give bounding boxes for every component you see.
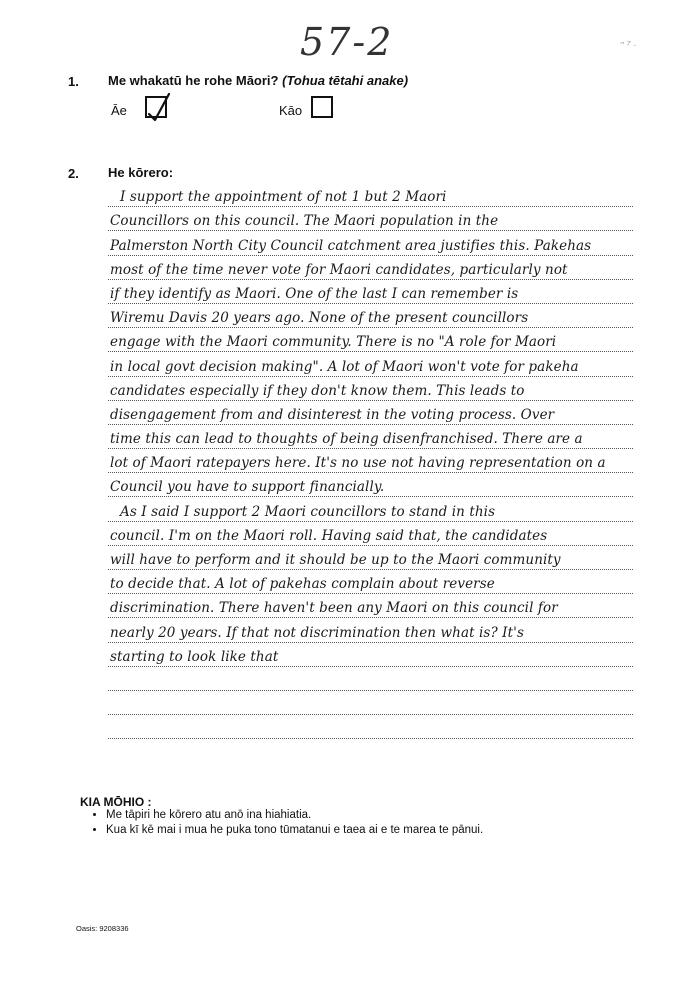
corner-mark: ᵔ ⁷ · bbox=[620, 40, 637, 51]
handwritten-text: As I said I support 2 Maori councillors to stand in this bbox=[120, 503, 496, 520]
response-line bbox=[108, 401, 633, 425]
response-line bbox=[108, 497, 633, 521]
response-line bbox=[108, 473, 633, 497]
response-line bbox=[108, 304, 633, 328]
question-2-label: He kōrero: bbox=[108, 165, 174, 180]
question-1-prompt: Me whakatū he rohe Māori? bbox=[108, 73, 279, 88]
response-line bbox=[108, 328, 633, 352]
option-ae-checkbox[interactable] bbox=[145, 96, 167, 118]
response-line bbox=[108, 667, 633, 691]
response-line bbox=[108, 449, 633, 473]
handwritten-text: candidates especially if they don't know them. This leads to bbox=[110, 382, 525, 399]
handwritten-text: starting to look like that bbox=[110, 648, 279, 665]
response-lines bbox=[108, 183, 633, 739]
option-kao-label: Kāo bbox=[279, 103, 303, 118]
response-line bbox=[108, 425, 633, 449]
note-item: • Me tāpiri he kōrero atu anō ina hiahiatia. bbox=[106, 808, 483, 823]
handwritten-text: council. I'm on the Maori roll. Having said that, the candidates bbox=[110, 527, 548, 544]
handwritten-text: Wiremu Davis 20 years ago. None of the present councillors bbox=[110, 310, 529, 327]
response-line bbox=[108, 594, 633, 618]
handwritten-text: lot of Maori ratepayers here. It's no use not having representation on a bbox=[110, 455, 606, 472]
response-line bbox=[108, 643, 633, 667]
handwritten-text: nearly 20 years. If that not discrimination then what is? It's bbox=[110, 624, 524, 641]
response-line bbox=[108, 691, 633, 715]
handwritten-text: I support the appointment of not 1 but 2 Maori bbox=[120, 189, 447, 206]
handwritten-text: discrimination. There haven't been any Maori on this council for bbox=[110, 600, 558, 617]
handwritten-text: disengagement from and disinterest in the voting process. Over bbox=[110, 406, 555, 423]
handwritten-text: time this can lead to thoughts of being disenfranchised. There are a bbox=[110, 431, 583, 448]
notes-title: KIA MŌHIO : bbox=[80, 795, 152, 809]
note-item: • Kua kī kē mai i mua he puka tono tūmatanui e taea ai e te marea te pānui. bbox=[106, 823, 483, 838]
response-line bbox=[108, 546, 633, 570]
notes-list bbox=[76, 808, 483, 838]
check-mark-icon bbox=[145, 92, 171, 122]
response-line bbox=[108, 570, 633, 594]
handwritten-text: Council you have to support financially. bbox=[110, 479, 385, 496]
handwritten-text: Palmerston North City Council catchment area justifies this. Pakehas bbox=[110, 237, 592, 254]
handwritten-text: engage with the Maori community. There is no "A role for Maori bbox=[110, 334, 557, 351]
page-number: 57-2 bbox=[300, 20, 394, 64]
response-line bbox=[108, 715, 633, 739]
response-line bbox=[108, 280, 633, 304]
question-1-text bbox=[108, 73, 408, 88]
response-line bbox=[108, 377, 633, 401]
footer-id: Oasis: 9208336 bbox=[76, 924, 129, 933]
question-1-number: 1. bbox=[68, 74, 79, 89]
handwritten-text: in local govt decision making". A lot of Maori won't vote for pakeha bbox=[110, 358, 579, 375]
handwritten-text: to decide that. A lot of pakehas complain about reverse bbox=[110, 576, 495, 593]
handwritten-text: will have to perform and it should be up to the Maori community bbox=[110, 552, 561, 568]
handwritten-text: if they identify as Maori. One of the last I can remember is bbox=[110, 285, 519, 302]
question-2-number: 2. bbox=[68, 166, 79, 181]
response-line bbox=[108, 183, 633, 207]
handwritten-text: Councillors on this council. The Maori population in the bbox=[110, 213, 499, 230]
response-line bbox=[108, 352, 633, 376]
response-line bbox=[108, 231, 633, 255]
response-line bbox=[108, 522, 633, 546]
option-ae-label: Āe bbox=[111, 103, 127, 118]
handwritten-text: most of the time never vote for Maori candidates, particularly not bbox=[110, 261, 568, 278]
response-line bbox=[108, 256, 633, 280]
response-line bbox=[108, 207, 633, 231]
option-kao-checkbox[interactable] bbox=[311, 96, 333, 118]
response-line bbox=[108, 618, 633, 642]
question-1-hint: (Tohua tētahi anake) bbox=[282, 73, 409, 88]
